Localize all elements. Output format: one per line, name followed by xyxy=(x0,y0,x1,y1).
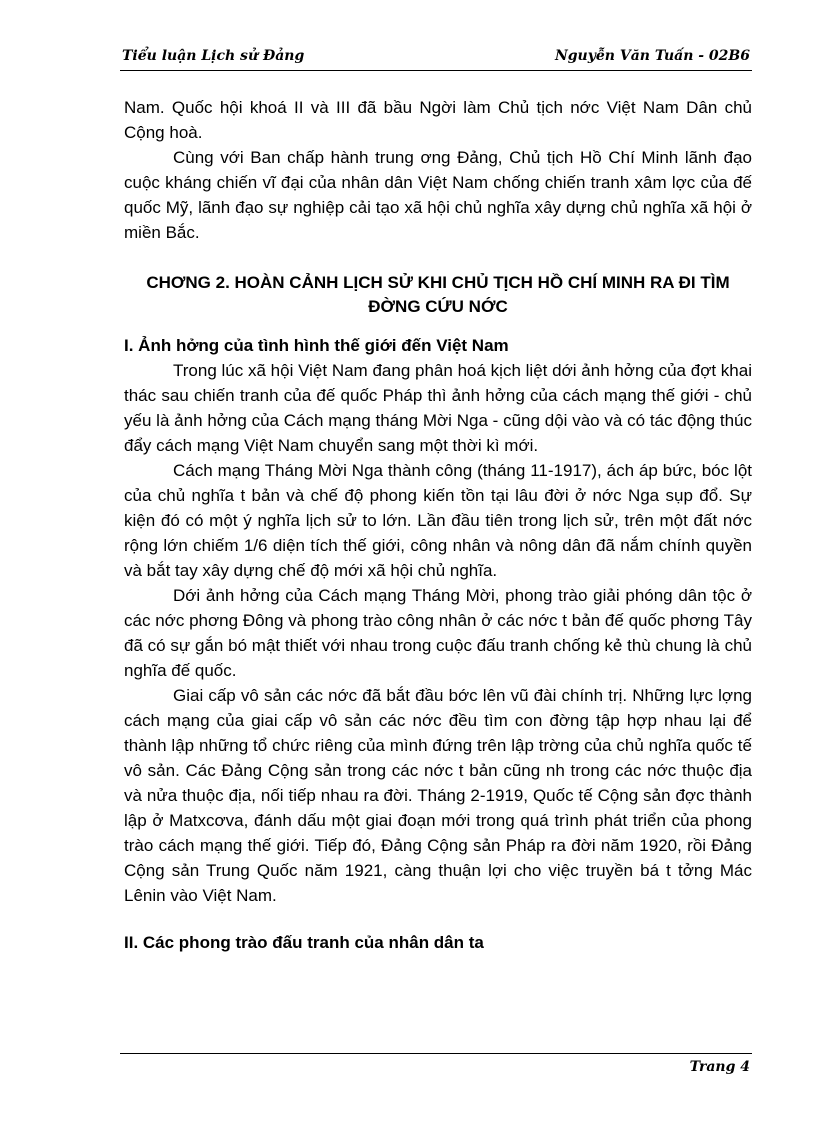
paragraph: Cách mạng Tháng Mời Nga thành công (tháng 11-1917), ách áp bức, bóc lột của chủ nghĩa t bản và chế độ phong kiến tồn tại lâu đời ở nớc Nga sụp đổ. Sự kiện đó có một ý nghĩa lịch sử to lớn. Lần đầu tiên trong lịch sử, trên một đất nớc rộng lớn chiếm 1/6 diện tích thế giới, công nhân và nông dân đã nắm chính quyền và bắt tay xây dựng chế độ mới xã hội chủ nghĩa. xyxy=(124,461,752,580)
page-header xyxy=(120,44,752,71)
paragraph: Nam. Quốc hội khoá II và III đã bầu Ngời làm Chủ tịch nớc Việt Nam Dân chủ Cộng hoà. xyxy=(124,98,752,142)
header-title: Tiểu luận Lịch sử Đảng xyxy=(122,48,305,64)
page-number: Trang 4 xyxy=(689,1059,750,1075)
section-heading-1: I. Ảnh hởng của tình hình thế giới đến Việt Nam xyxy=(124,336,509,355)
section-heading-2: II. Các phong trào đấu tranh của nhân dân ta xyxy=(124,933,484,952)
header-author: Nguyễn Văn Tuấn - 02B6 xyxy=(554,48,750,64)
paragraph: Dới ảnh hởng của Cách mạng Tháng Mời, phong trào giải phóng dân tộc ở các nớc phơng Đông và phong trào công nhân ở các nớc t bản đế quốc phơng Tây đã có sự gắn bó mật thiết với nhau trong cuộc đấu tranh chống kẻ thù chung là chủ nghĩa đế quốc. xyxy=(124,586,752,680)
document-body xyxy=(124,95,752,955)
page-footer xyxy=(120,1053,752,1080)
paragraph: Giai cấp vô sản các nớc đã bắt đầu bớc lên vũ đài chính trị. Những lực lợng cách mạng của giai cấp vô sản các nớc đều tìm con đờng tập hợp nhau lại để thành lập những tổ chức riêng của mình đứng trên lập trờng của chủ nghĩa quốc tế vô sản. Các Đảng Cộng sản trong các nớc t bản cũng nh trong các nớc thuộc địa và nửa thuộc địa, nối tiếp nhau ra đời. Tháng 2-1919, Quốc tế Cộng sản đợc thành lập ở Matxcơva, đánh dấu một giai đoạn mới trong quá trình phát triển của phong trào cách mạng thế giới. Tiếp đó, Đảng Cộng sản Pháp ra đời năm 1920, rồi Đảng Cộng sản Trung Quốc năm 1921, càng thuận lợi cho việc truyền bá t tởng Mác Lênin vào Việt Nam. xyxy=(124,686,752,905)
paragraph: Cùng với Ban chấp hành trung ơng Đảng, Chủ tịch Hồ Chí Minh lãnh đạo cuộc kháng chiến vĩ đại của nhân dân Việt Nam chống chiến tranh xâm lợc của đế quốc Mỹ, lãnh đạo sự nghiệp cải tạo xã hội chủ nghĩa xây dựng chủ nghĩa xã hội ở miền Bắc. xyxy=(124,148,752,242)
chapter-title: CHƠNG 2. HOÀN CẢNH LỊCH SỬ KHI CHỦ TỊCH HỒ CHÍ MINH RA ĐI TÌM ĐỜNG CỨU NỚC xyxy=(146,273,730,316)
paragraph: Trong lúc xã hội Việt Nam đang phân hoá kịch liệt dới ảnh hởng của đợt khai thác sau chiến tranh của đế quốc Pháp thì ảnh hởng của cách mạng thế giới - chủ yếu là ảnh hởng của Cách mạng tháng Mời Nga - cũng dội vào và có tác động thúc đẩy cách mạng Việt Nam chuyển sang một thời kì mới. xyxy=(124,361,752,455)
